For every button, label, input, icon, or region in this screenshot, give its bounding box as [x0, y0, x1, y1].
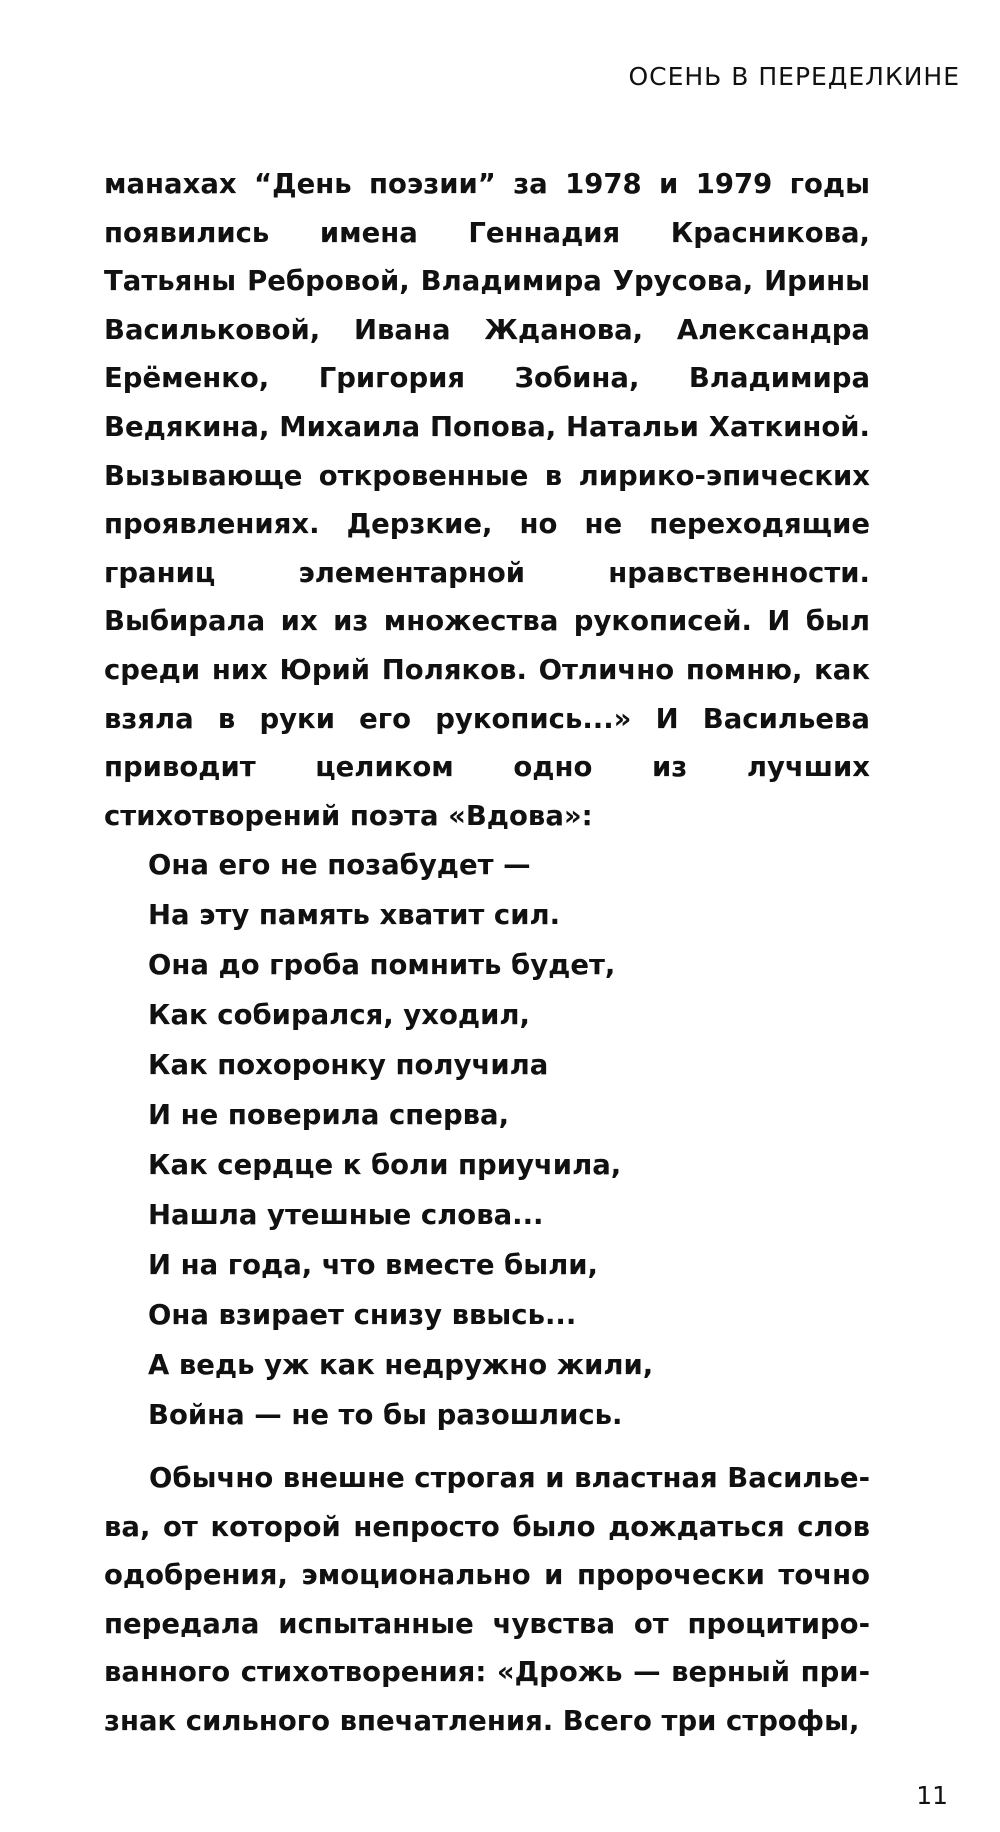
poem-line: Она взирает снизу ввысь...: [148, 1299, 577, 1331]
poem-vdova: [148, 840, 653, 1440]
paragraph-intro: манахах “День поэзии” за 1978 и 1979 годы появились имена Геннадия Красникова, Татьяны Ребровой, Владимира Урусова, Ирины Васильковой, Ивана Жданова, Александра Ерёменко, Григория Зобина, Владимира Ведякина, Михаила Попова, Натальи Хаткиной. Вызывающе откровенные в лирико-эпических проявлениях. Дерзкие, но не переходящие границ элементарной нравственности. Выбирала их из множества рукописей. И был среди них Юрий Поляков. Отлично помню, как взяла в руки его рукопись...» И Васильева приводит целиком одно из лучших стихотворений поэта «Вдова»:: [104, 168, 870, 832]
poem-line: И не поверила сперва,: [148, 1099, 510, 1131]
paragraph-commentary: Обычно внешне строгая и властная Васильева, от которой непросто было дождаться слов одобрения, эмоционально и пророчески точно передала испытанные чувства от процитированного стихотворения: «Дрожь — верный признак сильного впечатления. Всего три строфы,: [104, 1462, 870, 1737]
page-number: 11: [916, 1781, 948, 1810]
poem-line: А ведь уж как недружно жили,: [148, 1349, 654, 1381]
poem-line: Нашла утешные слова...: [148, 1199, 544, 1231]
poem-line: На эту память хватит сил.: [148, 899, 561, 931]
poem-line: Как похоронку получила: [148, 1049, 549, 1081]
poem-line: Война — не то бы разошлись.: [148, 1399, 623, 1431]
poem-line: И на года, что вместе были,: [148, 1249, 598, 1281]
poem-line: Как сердце к боли приучила,: [148, 1149, 622, 1181]
poem-line: Она его не позабудет —: [148, 849, 531, 881]
poem-line: Как собирался, уходил,: [148, 999, 530, 1031]
running-head: ОСЕНЬ В ПЕРЕДЕЛКИНЕ: [628, 62, 960, 91]
poem-line: Она до гроба помнить будет,: [148, 949, 616, 981]
